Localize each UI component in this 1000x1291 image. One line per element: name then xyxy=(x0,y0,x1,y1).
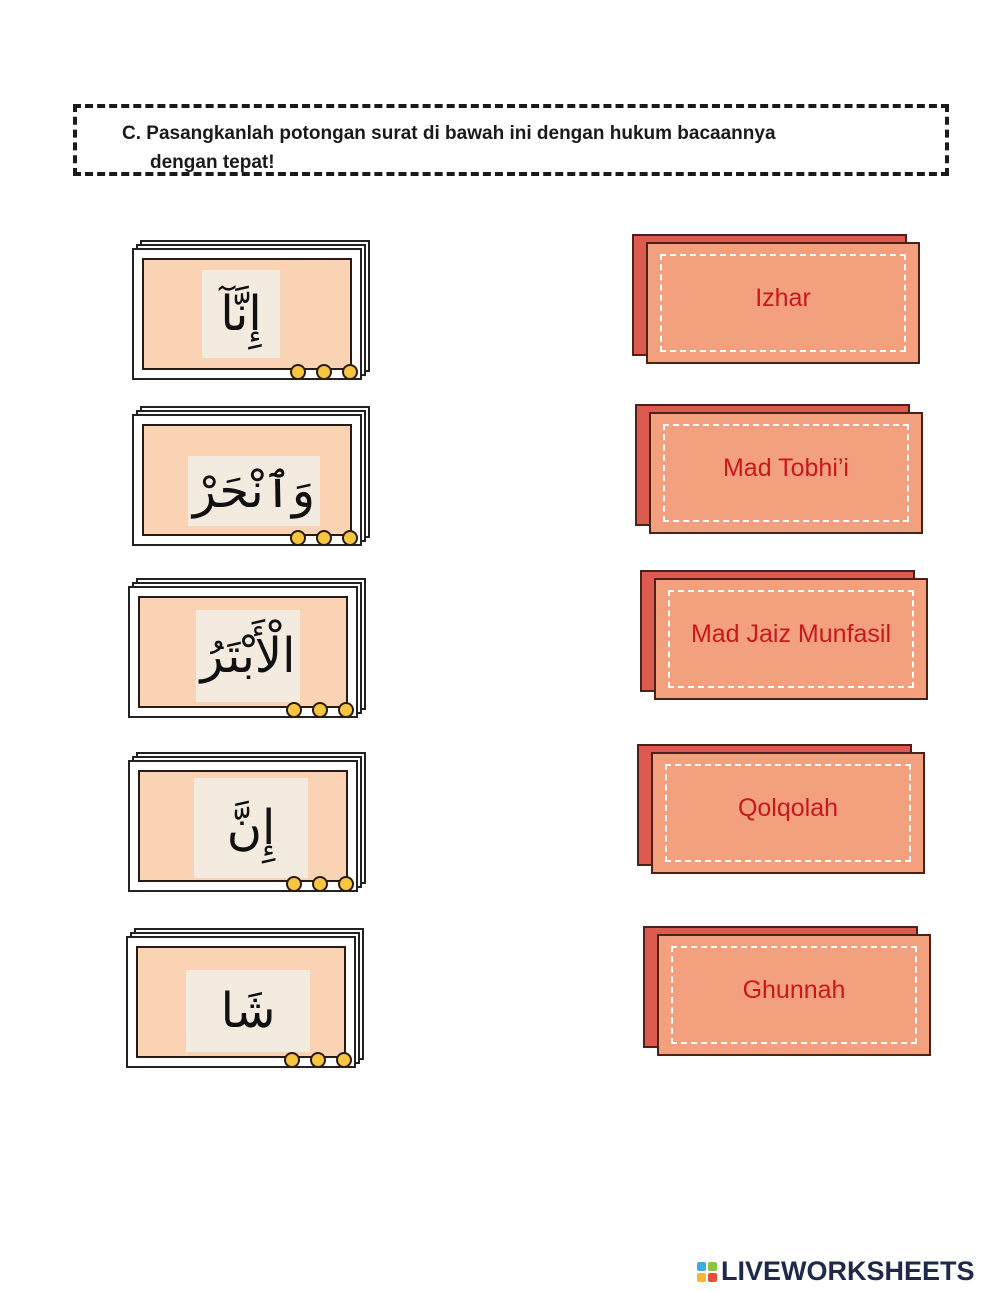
connector-dot-icon xyxy=(290,530,306,546)
answer-label: Mad Jaiz Munfasil xyxy=(690,620,892,648)
connector-dots xyxy=(286,876,354,892)
arabic-word-box xyxy=(186,970,310,1052)
answer-card-front xyxy=(657,934,931,1056)
card-face xyxy=(138,596,348,708)
arabic-card-4[interactable] xyxy=(128,752,368,892)
instruction-line-1: C. Pasangkanlah potongan surat di bawah ini dengan hukum bacaannya xyxy=(122,123,776,144)
connector-dot-icon xyxy=(284,1052,300,1068)
logo-square-icon xyxy=(708,1262,717,1271)
answer-label: Izhar xyxy=(755,284,811,312)
connector-dots xyxy=(290,530,358,546)
answer-card-5[interactable] xyxy=(643,926,933,1056)
connector-dot-icon xyxy=(336,1052,352,1068)
connector-dots xyxy=(284,1052,352,1068)
answer-card-1[interactable] xyxy=(632,234,922,364)
arabic-card-3[interactable] xyxy=(128,578,368,718)
answer-card-front xyxy=(651,752,925,874)
card-face xyxy=(138,770,348,882)
arabic-word-box xyxy=(196,610,300,702)
connector-dot-icon xyxy=(312,876,328,892)
connector-dot-icon xyxy=(342,530,358,546)
connector-dots xyxy=(290,364,358,380)
answer-card-front xyxy=(654,578,928,700)
logo-icon xyxy=(697,1262,717,1282)
card-face xyxy=(136,946,346,1058)
connector-dot-icon xyxy=(316,364,332,380)
connector-dot-icon xyxy=(338,876,354,892)
arabic-word-box xyxy=(188,456,320,526)
answer-card-2[interactable] xyxy=(635,404,925,534)
connector-dot-icon xyxy=(290,364,306,380)
card-face xyxy=(142,258,352,370)
instruction-box xyxy=(73,104,949,176)
answer-card-front xyxy=(646,242,920,364)
card-face xyxy=(142,424,352,536)
arabic-card-1[interactable] xyxy=(132,240,372,380)
answer-card-4[interactable] xyxy=(637,744,927,874)
connector-dots xyxy=(286,702,354,718)
logo-square-icon xyxy=(697,1262,706,1271)
logo-text: LIVEWORKSHEETS xyxy=(721,1256,975,1286)
logo-square-icon xyxy=(708,1273,717,1282)
connector-dot-icon xyxy=(342,364,358,380)
answer-card-3[interactable] xyxy=(640,570,930,700)
arabic-card-5[interactable] xyxy=(126,928,366,1068)
arabic-word: إِنَّآ xyxy=(220,286,262,342)
arabic-word: الْأَبْتَرُ xyxy=(200,628,296,684)
arabic-card-2[interactable] xyxy=(132,406,372,546)
arabic-word: شَا xyxy=(220,983,276,1039)
answer-card-front xyxy=(649,412,923,534)
instruction-text xyxy=(122,119,922,177)
answer-label: Qolqolah xyxy=(737,794,839,822)
arabic-word: إِنَّ xyxy=(226,800,276,856)
answer-label: Ghunnah xyxy=(742,976,846,1004)
connector-dot-icon xyxy=(312,702,328,718)
connector-dot-icon xyxy=(286,702,302,718)
answer-label: Mad Tobhi’i xyxy=(722,454,849,482)
instruction-line-2: dengan tepat! xyxy=(150,152,275,173)
connector-dot-icon xyxy=(338,702,354,718)
connector-dot-icon xyxy=(310,1052,326,1068)
arabic-word-box xyxy=(202,270,280,358)
connector-dot-icon xyxy=(316,530,332,546)
connector-dot-icon xyxy=(286,876,302,892)
arabic-word: وَٱنْحَرْ xyxy=(192,463,316,519)
arabic-word-box xyxy=(194,778,308,878)
logo-square-icon xyxy=(697,1273,706,1282)
liveworksheets-logo xyxy=(697,1256,975,1287)
